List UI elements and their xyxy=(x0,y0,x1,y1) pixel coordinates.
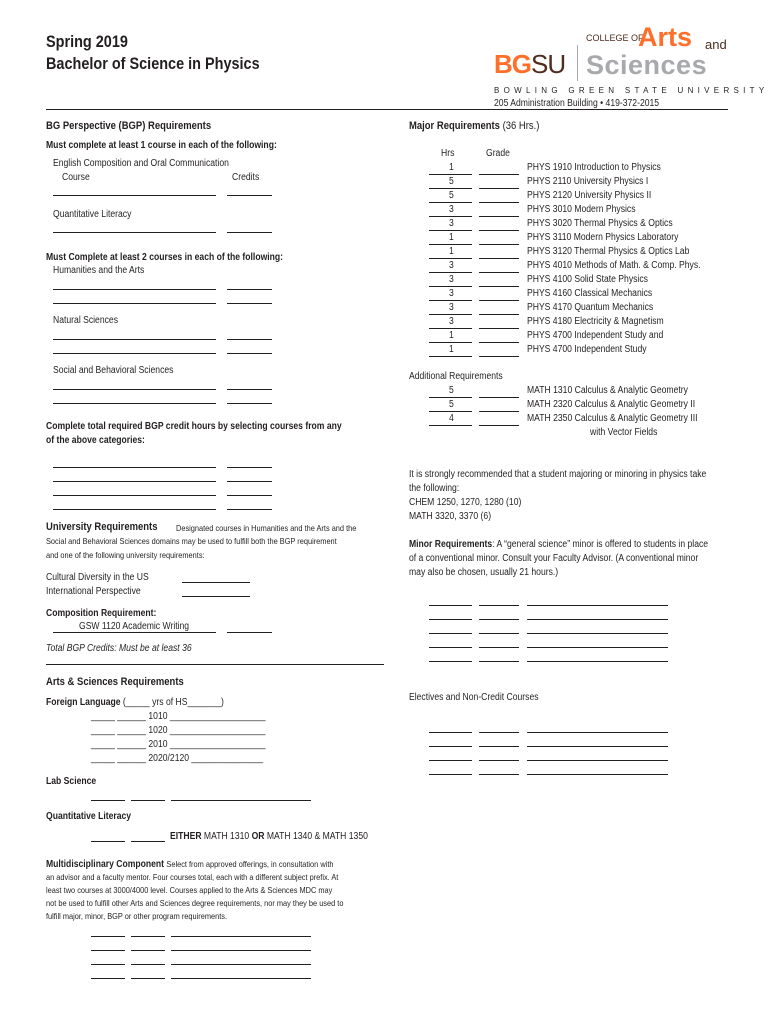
additional-name: MATH 2350 Calculus & Analytic Geometry III xyxy=(527,413,698,424)
grade-field[interactable] xyxy=(479,188,519,189)
minor-row-1 xyxy=(409,538,708,552)
multi-field-3b[interactable] xyxy=(131,964,165,965)
arts-quant-field-2[interactable] xyxy=(131,841,165,842)
bgp-complete-total-2: of the above categories: xyxy=(46,435,145,446)
course-name: PHYS 3120 Thermal Physics & Optics Lab xyxy=(527,246,690,257)
grade-field[interactable] xyxy=(479,397,519,398)
foreign-language-row xyxy=(46,696,224,710)
extra-credits-field-2[interactable] xyxy=(227,481,272,482)
course-name: PHYS 4700 Independent Study and xyxy=(527,330,664,341)
course-hrs: 3 xyxy=(449,288,454,299)
bgp-english-label: English Composition and Oral Communication xyxy=(53,158,229,169)
extra-course-field-4[interactable] xyxy=(53,509,216,510)
multi-desc-1: Select from approved offerings, in consultation with xyxy=(166,859,334,869)
blank-field-b[interactable] xyxy=(479,619,519,620)
blank-field-b[interactable] xyxy=(479,774,519,775)
university-heading: University Requirements xyxy=(46,521,158,533)
grade-field[interactable] xyxy=(479,314,519,315)
logo-sciences: Sciences xyxy=(586,50,708,80)
logo-su: SU xyxy=(531,49,566,79)
blank-field-a[interactable] xyxy=(429,774,472,775)
multi-field-3a[interactable] xyxy=(91,964,125,965)
math-1310-option: MATH 1310 xyxy=(203,831,250,842)
social-course-field-1[interactable] xyxy=(53,389,216,390)
course-hrs: 3 xyxy=(449,218,454,229)
recommend-2: the following: xyxy=(409,483,460,494)
quant-credits-field[interactable] xyxy=(227,232,272,233)
lab-field-1[interactable] xyxy=(91,800,125,801)
arts-quant-label: Quantitative Literacy xyxy=(46,811,132,822)
international-field[interactable] xyxy=(182,596,250,597)
blank-field-c[interactable] xyxy=(527,619,668,620)
cultural-diversity-field[interactable] xyxy=(182,582,250,583)
multi-row xyxy=(46,858,333,872)
natural-course-field-2[interactable] xyxy=(53,353,216,354)
multi-field-4b[interactable] xyxy=(131,978,165,979)
grade-field[interactable] xyxy=(479,425,519,426)
multi-desc-2: an advisor and a faculty mentor. Four courses total, each with a different subject prefix. At xyxy=(46,872,339,882)
blank-field-c[interactable] xyxy=(527,661,668,662)
course-name: PHYS 3010 Modern Physics xyxy=(527,204,636,215)
additional-hrs: 5 xyxy=(449,399,454,410)
extra-credits-field-3[interactable] xyxy=(227,495,272,496)
quant-course-field[interactable] xyxy=(53,232,216,233)
lab-science-label: Lab Science xyxy=(46,776,97,787)
blank-field-a[interactable] xyxy=(429,732,472,733)
course-name: PHYS 3110 Modern Physics Laboratory xyxy=(527,232,679,243)
university-desc-1: Designated courses in Humanities and the Arts and the xyxy=(176,523,357,533)
logo-and: and xyxy=(705,37,727,52)
course-name: PHYS 4010 Methods of Math. & Comp. Phys. xyxy=(527,260,701,271)
page-title-term: Spring 2019 xyxy=(46,32,128,51)
arts-heading: Arts & Sciences Requirements xyxy=(46,676,184,688)
foreign-language-label: Foreign Language xyxy=(46,697,121,708)
multi-field-2a[interactable] xyxy=(91,950,125,951)
multi-field-4c[interactable] xyxy=(171,978,311,979)
course-hrs: 3 xyxy=(449,204,454,215)
bgp-col-credits: Credits xyxy=(232,172,260,183)
gsw-credits-field[interactable] xyxy=(227,632,272,633)
additional-cont: with Vector Fields xyxy=(590,427,658,438)
bgp-humanities-label: Humanities and the Arts xyxy=(53,265,145,276)
grade-field[interactable] xyxy=(479,300,519,301)
multi-desc-4: not be used to fulfill other Arts and Sciences degree requirements, nor may they be used to xyxy=(46,898,344,908)
logo-arts: Arts xyxy=(638,22,693,52)
major-heading-row xyxy=(409,119,539,133)
hrs-line xyxy=(429,356,472,357)
logo-divider xyxy=(577,45,578,81)
major-heading: Major Requirements xyxy=(409,120,500,132)
minor-heading: Minor Requirements xyxy=(409,539,493,550)
multi-field-3c[interactable] xyxy=(171,964,311,965)
grade-field[interactable] xyxy=(479,328,519,329)
bgp-heading: BG Perspective (BGP) Requirements xyxy=(46,120,212,132)
humanities-credits-field-2[interactable] xyxy=(227,303,272,304)
additional-heading: Additional Requirements xyxy=(409,371,503,382)
blank-field-b[interactable] xyxy=(479,633,519,634)
blank-field-a[interactable] xyxy=(429,605,472,606)
bgp-natural-label: Natural Sciences xyxy=(53,315,119,326)
blank-field-c[interactable] xyxy=(527,732,668,733)
minor-desc-3: may also be chosen, usually 21 hours.) xyxy=(409,567,559,578)
blank-field-b[interactable] xyxy=(479,605,519,606)
section-rule xyxy=(46,664,384,665)
course-name: PHYS 4700 Independent Study xyxy=(527,344,647,355)
blank-field-a[interactable] xyxy=(429,746,472,747)
social-credits-field-1[interactable] xyxy=(227,389,272,390)
humanities-credits-field-1[interactable] xyxy=(227,289,272,290)
bgp-complete-total-1: Complete total required BGP credit hours by selecting courses from any xyxy=(46,421,342,432)
gsw-course: GSW 1120 Academic Writing xyxy=(79,621,190,632)
extra-course-field-2[interactable] xyxy=(53,481,216,482)
foreign-1010-row[interactable]: _____ ______ 1010 ____________________ xyxy=(91,711,266,722)
grade-field[interactable] xyxy=(479,272,519,273)
course-name: PHYS 2120 University Physics II xyxy=(527,190,652,201)
multi-field-2b[interactable] xyxy=(131,950,165,951)
course-hrs: 1 xyxy=(449,330,454,341)
social-course-field-2[interactable] xyxy=(53,403,216,404)
blank-field-b[interactable] xyxy=(479,732,519,733)
course-name: PHYS 4170 Quantum Mechanics xyxy=(527,302,654,313)
course-hrs: 1 xyxy=(449,344,454,355)
blank-field-b[interactable] xyxy=(479,661,519,662)
blank-field-c[interactable] xyxy=(527,633,668,634)
additional-name: MATH 2320 Calculus & Analytic Geometry II xyxy=(527,399,696,410)
humanities-course-field-1[interactable] xyxy=(53,289,216,290)
blank-field-b[interactable] xyxy=(479,760,519,761)
multi-field-1c[interactable] xyxy=(171,936,311,937)
university-desc-3: and one of the following university requirements: xyxy=(46,550,205,560)
course-name: PHYS 4160 Classical Mechanics xyxy=(527,288,653,299)
grade-field[interactable] xyxy=(479,258,519,259)
blank-field-b[interactable] xyxy=(479,647,519,648)
either-label: EITHER xyxy=(170,831,202,842)
blank-field-a[interactable] xyxy=(429,760,472,761)
lab-field-2[interactable] xyxy=(131,800,165,801)
extra-credits-field-4[interactable] xyxy=(227,509,272,510)
blank-field-c[interactable] xyxy=(527,774,668,775)
recommend-3: CHEM 1250, 1270, 1280 (10) xyxy=(409,497,522,508)
foreign-1020-row[interactable]: _____ ______ 1020 ____________________ xyxy=(91,725,266,736)
bgp-quant-label: Quantitative Literacy xyxy=(53,209,132,220)
course-name: PHYS 4180 Electricity & Magnetism xyxy=(527,316,664,327)
foreign-language-hs: (_____ yrs of HS_______) xyxy=(122,697,224,708)
arts-quant-field-1[interactable] xyxy=(91,841,125,842)
bgp-col-course: Course xyxy=(62,172,90,183)
extra-course-field-1[interactable] xyxy=(53,467,216,468)
course-hrs: 3 xyxy=(449,274,454,285)
course-name: PHYS 2110 University Physics I xyxy=(527,176,649,187)
composition-heading: Composition Requirement: xyxy=(46,608,157,619)
additional-hrs: 5 xyxy=(449,385,454,396)
address: 205 Administration Building • 419-372-2015 xyxy=(494,98,660,109)
grade-field[interactable] xyxy=(479,342,519,343)
bgsu-logo xyxy=(494,22,730,108)
multi-desc-3: least two courses at 3000/4000 level. Courses applied to the Arts & Sciences MDC may xyxy=(46,885,333,895)
university-desc-2: Social and Behavioral Sciences domains may be used to fulfill both the BGP requirement xyxy=(46,536,337,546)
humanities-course-field-2[interactable] xyxy=(53,303,216,304)
recommend-1: It is strongly recommended that a student majoring or minoring in physics take xyxy=(409,469,707,480)
grade-field[interactable] xyxy=(479,216,519,217)
course-name: PHYS 4100 Solid State Physics xyxy=(527,274,648,285)
bgp-social-label: Social and Behavioral Sciences xyxy=(53,365,174,376)
multi-heading: Multidisciplinary Component xyxy=(46,859,165,870)
blank-field-c[interactable] xyxy=(527,605,668,606)
blank-field-a[interactable] xyxy=(429,647,472,648)
course-hrs: 3 xyxy=(449,260,454,271)
page-title-degree: Bachelor of Science in Physics xyxy=(46,54,260,73)
multi-field-2c[interactable] xyxy=(171,950,311,951)
multi-field-1a[interactable] xyxy=(91,936,125,937)
grade-field[interactable] xyxy=(479,174,519,175)
course-hrs: 1 xyxy=(449,232,454,243)
grade-field[interactable] xyxy=(479,244,519,245)
grade-field[interactable] xyxy=(479,286,519,287)
extra-course-field-3[interactable] xyxy=(53,495,216,496)
bgp-must-one: Must complete at least 1 course in each of the following: xyxy=(46,140,277,151)
blank-field-c[interactable] xyxy=(527,647,668,648)
course-hrs: 3 xyxy=(449,316,454,327)
additional-name: MATH 1310 Calculus & Analytic Geometry xyxy=(527,385,688,396)
foreign-2020-row[interactable]: _____ ______ 2020/2120 _______________ xyxy=(91,753,264,764)
international-label: International Perspective xyxy=(46,586,141,597)
blank-field-a[interactable] xyxy=(429,633,472,634)
course-hrs: 3 xyxy=(449,302,454,313)
natural-credits-field-2[interactable] xyxy=(227,353,272,354)
grade-field[interactable] xyxy=(479,202,519,203)
major-hours: (36 Hrs.) xyxy=(502,120,540,132)
logo-college-of: COLLEGE OF xyxy=(586,33,644,43)
natural-course-field-1[interactable] xyxy=(53,339,216,340)
header-rule xyxy=(46,109,728,110)
logo-bg: BG xyxy=(494,49,531,79)
or-label: OR xyxy=(251,831,265,842)
blank-field-b[interactable] xyxy=(479,746,519,747)
multi-desc-5: fulfill major, minor, BGP or other program requirements. xyxy=(46,911,228,921)
col-grade: Grade xyxy=(486,148,510,159)
natural-credits-field-1[interactable] xyxy=(227,339,272,340)
grade-field[interactable] xyxy=(479,356,519,357)
total-bgp-credits: Total BGP Credits: Must be at least 36 xyxy=(46,643,192,654)
blank-field-c[interactable] xyxy=(527,760,668,761)
additional-hrs: 4 xyxy=(449,413,454,424)
course-name: PHYS 3020 Thermal Physics & Optics xyxy=(527,218,673,229)
lab-field-3[interactable] xyxy=(171,800,311,801)
course-name: PHYS 1910 Introduction to Physics xyxy=(527,162,661,173)
course-hrs: 1 xyxy=(449,162,454,173)
blank-field-a[interactable] xyxy=(429,661,472,662)
university-name: BOWLING GREEN STATE UNIVERSITY xyxy=(494,86,769,95)
extra-credits-field-1[interactable] xyxy=(227,467,272,468)
course-hrs: 1 xyxy=(449,246,454,257)
minor-desc-1: : A “general science” minor is offered to students in place xyxy=(492,539,709,550)
bgp-must-two: Must Complete at least 2 courses in each of the following: xyxy=(46,252,284,263)
math-1340-1350-option: MATH 1340 & MATH 1350 xyxy=(266,831,368,842)
english-course-field[interactable] xyxy=(53,195,216,196)
minor-desc-2: of a conventional minor. Consult your Faculty Advisor. (A conventional minor xyxy=(409,553,699,564)
cultural-diversity-label: Cultural Diversity in the US xyxy=(46,572,149,583)
course-hrs: 5 xyxy=(449,190,454,201)
social-credits-field-2[interactable] xyxy=(227,403,272,404)
electives-heading: Electives and Non-Credit Courses xyxy=(409,692,539,703)
grade-field[interactable] xyxy=(479,411,519,412)
col-hrs: Hrs xyxy=(441,148,455,159)
recommend-4: MATH 3320, 3370 (6) xyxy=(409,511,492,522)
course-hrs: 5 xyxy=(449,176,454,187)
foreign-2010-row[interactable]: _____ ______ 2010 ____________________ xyxy=(91,739,266,750)
blank-field-c[interactable] xyxy=(527,746,668,747)
hrs-line xyxy=(429,425,472,426)
english-credits-field[interactable] xyxy=(227,195,272,196)
multi-field-1b[interactable] xyxy=(131,936,165,937)
multi-field-4a[interactable] xyxy=(91,978,125,979)
blank-field-a[interactable] xyxy=(429,619,472,620)
grade-field[interactable] xyxy=(479,230,519,231)
arts-quant-options xyxy=(170,830,368,844)
